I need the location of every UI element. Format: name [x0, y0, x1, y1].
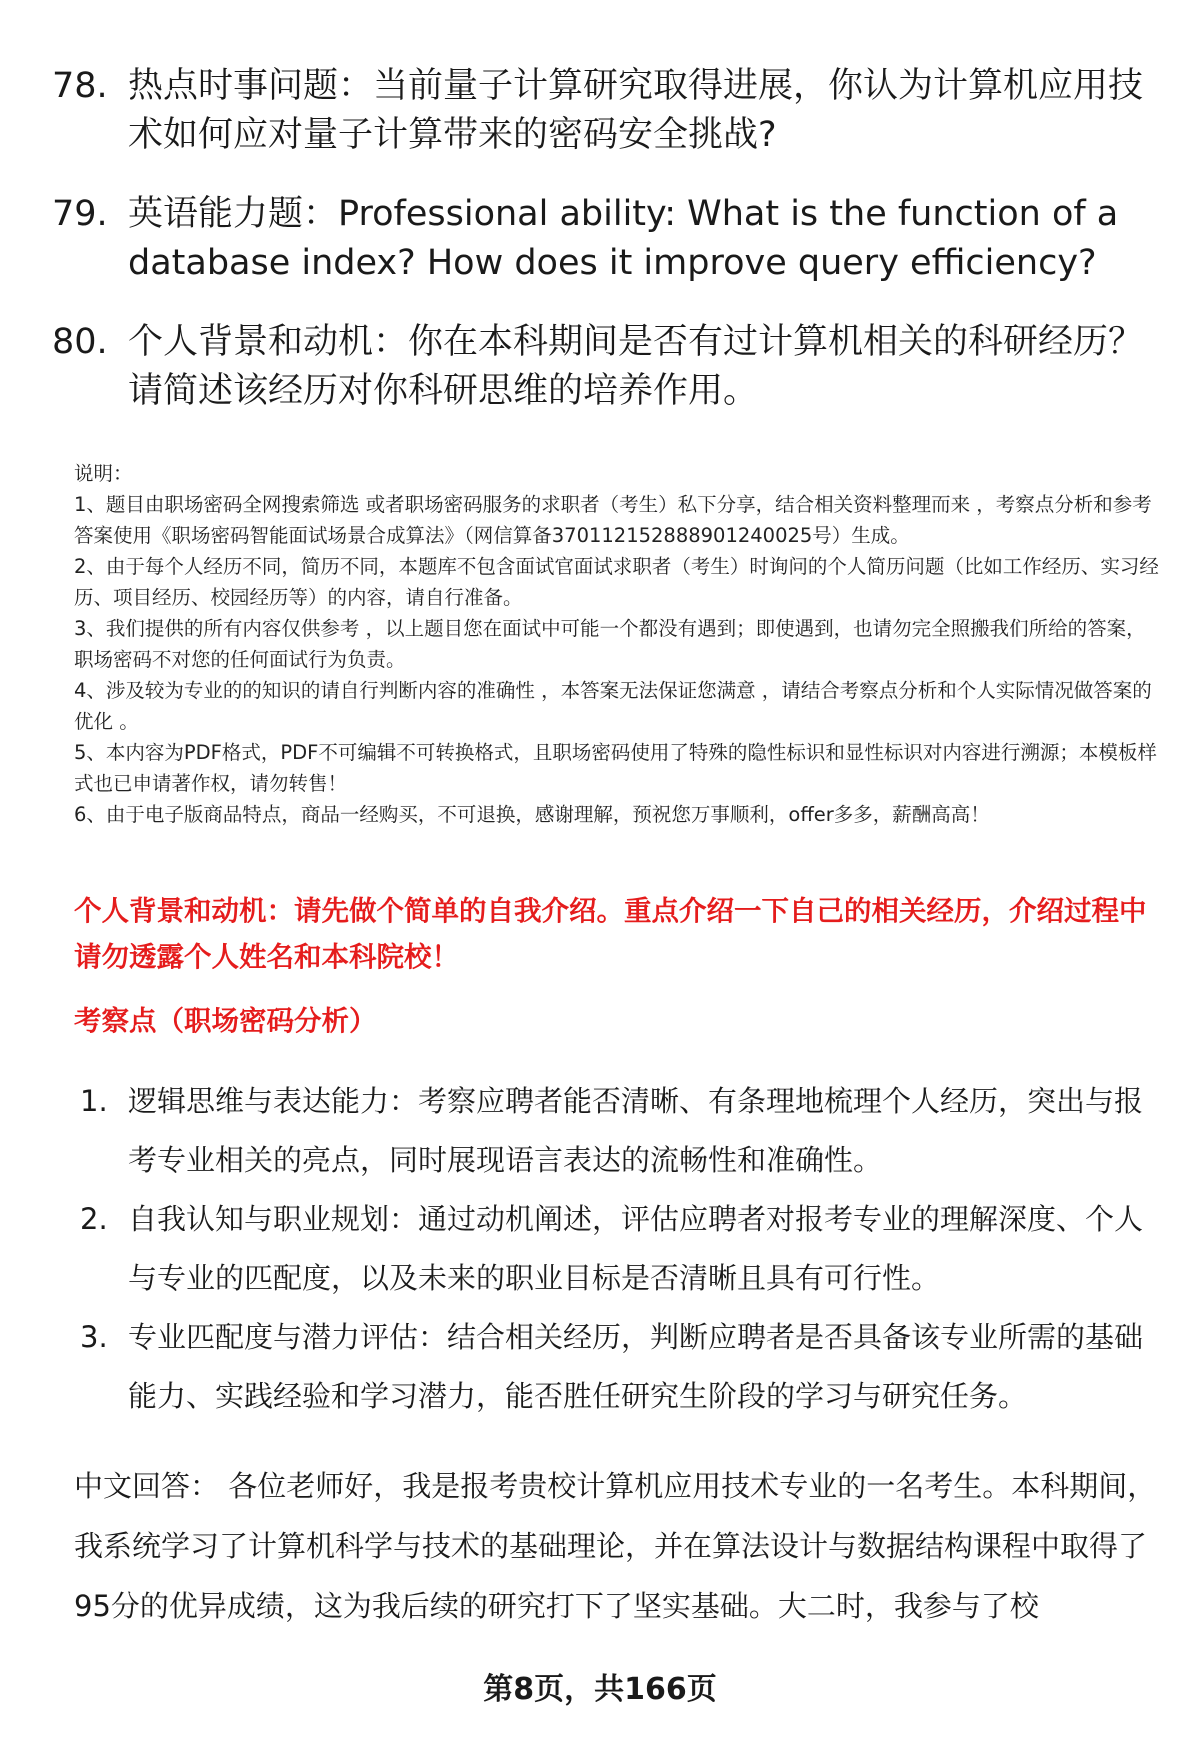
note-item: 5、本内容为PDF格式，PDF不可编辑不可转换格式，且职场密码使用了特殊的隐性标识和显性标识对内容进行溯源；本模板样式也已申请著作权，请勿转售！ — [74, 741, 1157, 795]
assessment-point — [80, 1308, 1160, 1426]
point-text: 专业匹配度与潜力评估：结合相关经历，判断应聘者是否具备该专业所需的基础能力、实践经验和学习潜力，能否胜任研究生阶段的学习与研究任务。 — [128, 1320, 1144, 1413]
question-item — [52, 190, 1152, 288]
note-item: 4、涉及较为专业的的知识的请自行判断内容的准确性 ，本答案无法保证您满意 ，请结合考察点分析和个人实际情况做答案的优化 。 — [74, 679, 1152, 733]
note-item: 2、由于每个人经历不同，简历不同，本题库不包含面试官面试求职者（考生）时询问的个人简历问题（比如工作经历、实习经历、项目经历、校园经历等）的内容，请自行准备。 — [74, 555, 1159, 609]
section-subtitle: 考察点（职场密码分析） — [74, 1005, 377, 1037]
question-number: 79. — [52, 194, 108, 234]
answer-text: 中文回答： 各位老师好，我是报考贵校计算机应用技术专业的一名考生。本科期间，我系统学习了计算机科学与技术的基础理论，并在算法设计与数据结构课程中取得了95分的优异成绩，这为我后续的研究打下了坚实基础。大二时，我参与了校 — [74, 1469, 1157, 1623]
point-number: 3. — [80, 1320, 108, 1354]
point-number: 1. — [80, 1084, 108, 1118]
note-item: 3、我们提供的所有内容仅供参考 ，以上题目您在面试中可能一个都没有遇到；即使遇到，也请勿完全照搬我们所给的答案，职场密码不对您的任何面试行为负责。 — [74, 617, 1146, 671]
question-item — [52, 62, 1152, 160]
disclaimer-notes — [74, 458, 1160, 830]
note-item: 6、由于电子版商品特点，商品一经购买，不可退换，感谢理解，预祝您万事顺利，offer多多，薪酬高高！ — [74, 803, 990, 826]
assessment-point — [80, 1072, 1160, 1190]
question-text: 英语能力题：Professional ability: What is the function of a database index? How does it improve query efficiency? — [128, 194, 1119, 283]
notes-heading: 说明： — [74, 462, 133, 485]
question-number: 80. — [52, 322, 108, 362]
question-text: 热点时事问题：当前量子计算研究取得进展，你认为计算机应用技术如何应对量子计算带来的密码安全挑战? — [128, 66, 1144, 155]
section-title: 个人背景和动机：请先做个简单的自我介绍。重点介绍一下自己的相关经历，介绍过程中请勿透露个人姓名和本科院校！ — [74, 895, 1147, 973]
question-item — [52, 318, 1152, 416]
assessment-points — [80, 1072, 1160, 1426]
point-text: 自我认知与职业规划：通过动机阐述，评估应聘者对报考专业的理解深度、个人与专业的匹配度，以及未来的职业目标是否清晰且具有可行性。 — [128, 1202, 1144, 1295]
question-text: 个人背景和动机：你在本科期间是否有过计算机相关的科研经历？请简述该经历对你科研思维的培养作用。 — [128, 322, 1144, 411]
point-text: 逻辑思维与表达能力：考察应聘者能否清晰、有条理地梳理个人经历，突出与报考专业相关的亮点，同时展现语言表达的流畅性和准确性。 — [128, 1084, 1144, 1177]
question-number: 78. — [52, 66, 108, 106]
page-footer: 第8页，共166页 — [483, 1672, 717, 1707]
question-list — [52, 62, 1152, 446]
note-item: 1、题目由职场密码全网搜索筛选 或者职场密码服务的求职者（考生）私下分享，结合相关资料整理而来 ，考察点分析和参考答案使用《职场密码智能面试场景合成算法》（网信算备370112152888901240025号）生成。 — [74, 493, 1152, 547]
point-number: 2. — [80, 1202, 108, 1236]
assessment-point — [80, 1190, 1160, 1308]
